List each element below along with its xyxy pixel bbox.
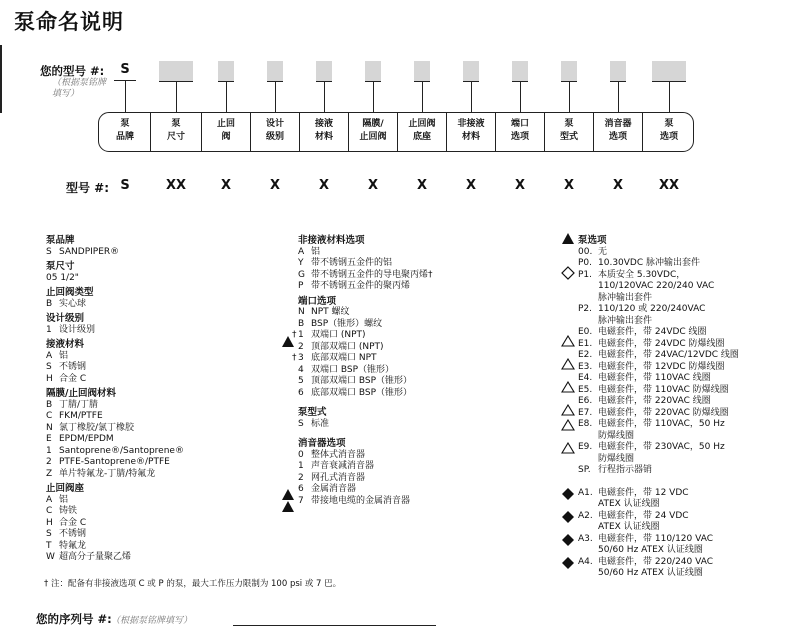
warning-triangle-outline-icon: [561, 381, 575, 393]
bar-divider: [593, 113, 594, 151]
model-code: X: [514, 178, 526, 193]
connector-line: [569, 81, 570, 112]
warning-triangle-outline-icon: [561, 335, 575, 347]
list-item: Y 带不锈钢五金件的铝: [298, 258, 393, 268]
list-item: 2 PTFE-Santoprene®/PTFE: [46, 457, 170, 467]
segment-design-level: 设计 级别: [265, 119, 284, 142]
connector-line: [176, 81, 177, 112]
model-code: S: [120, 178, 130, 193]
model-entry-box-size[interactable]: [159, 61, 193, 82]
model-code: X: [416, 178, 428, 193]
section-title: 消音器选项: [298, 438, 346, 449]
list-item: C FKM/PTFE: [46, 411, 103, 421]
list-item: 4 双端口 BSP（锥形）: [298, 364, 395, 375]
segment-pump-brand: 泵 品牌: [115, 119, 134, 142]
left-margin-bar: [0, 45, 2, 113]
options-column-1: [46, 232, 276, 564]
list-item: E6. 电磁套件，带 220VAC 线圈: [578, 396, 711, 406]
connector-line: [324, 81, 325, 112]
list-item: A 铝: [46, 350, 69, 361]
list-item: 脉冲输出套件: [598, 292, 653, 303]
model-code: X: [612, 178, 624, 193]
connector-line: [275, 81, 276, 112]
list-item: 6 金属消音器: [298, 484, 357, 494]
section-title: 接液材料: [46, 339, 85, 350]
model-entry-box-design[interactable]: [267, 61, 283, 82]
section-title: 泵选项: [578, 235, 607, 246]
diamond-filled-icon: [562, 488, 574, 500]
list-item: 50/60 Hz ATEX 认证线圈: [598, 568, 703, 578]
section-title: 设计级别: [46, 313, 85, 324]
list-item: † 1 双端口 (NPT): [292, 330, 366, 340]
segment-nonwetted: 非接液 材料: [457, 119, 485, 142]
model-entry-box-wetted[interactable]: [316, 61, 332, 82]
options-column-2: [292, 232, 528, 507]
list-item: B 丁腈/丁腈: [46, 399, 99, 410]
model-code: X: [269, 178, 281, 193]
connector-line: [422, 81, 423, 112]
list-item: 2 网孔式消音器: [298, 472, 366, 483]
bar-divider: [544, 113, 545, 151]
connector-line: [226, 81, 227, 112]
list-item: 防爆线圈: [598, 430, 635, 441]
bar-divider: [299, 113, 300, 151]
serial-number-note: （根据泵铭牌填写）: [111, 616, 193, 626]
list-item: 0 整体式消音器: [298, 449, 366, 460]
list-item: 00. 无: [578, 246, 608, 257]
warning-triangle-outline-icon: [561, 442, 575, 454]
list-item: 防爆线圈: [598, 453, 635, 464]
list-item: H 合金 C: [46, 517, 87, 528]
your-model-label: 您的型号 #:: [40, 64, 105, 78]
bar-divider: [150, 113, 151, 151]
diamond-filled-icon: [562, 557, 574, 569]
list-item: 1 声音衰减消音器: [298, 461, 375, 471]
model-code: X: [367, 178, 379, 193]
segment-pump-options: 泵 选项: [659, 119, 678, 142]
model-entry-box-seat[interactable]: [414, 61, 430, 82]
section-title: 止回阀座: [46, 483, 85, 494]
segment-muffler: 消音器 选项: [604, 119, 632, 142]
section-title: 隔膜/止回阀材料: [46, 388, 116, 399]
warning-triangle-icon: [282, 501, 294, 512]
model-code: X: [465, 178, 477, 193]
section-title: 端口选项: [298, 295, 337, 307]
section-title: 非接液材料选项: [298, 235, 365, 246]
list-item: C 铸铁: [46, 506, 78, 516]
list-item: E4. 电磁套件，带 110VAC 线圈: [578, 373, 711, 383]
segment-pump-style: 泵 型式: [559, 119, 578, 142]
segment-wetted-material: 接液 材料: [314, 119, 333, 142]
connector-line: [520, 81, 521, 112]
list-item: E5. 电磁套件，带 110VAC 防爆线圈: [578, 384, 729, 395]
model-entry-box-muffler[interactable]: [610, 61, 626, 82]
list-item: B 实心球: [46, 298, 87, 309]
warning-triangle-icon: [282, 489, 294, 500]
warning-triangle-outline-icon: [561, 358, 575, 370]
section-title: 泵尺寸: [46, 261, 75, 272]
model-entry-box-diaphragm[interactable]: [365, 61, 381, 82]
list-item: 05 1/2": [46, 272, 79, 283]
list-item: P2. 110/120 或 220/240VAC: [578, 304, 706, 314]
list-item: W 超高分子量聚乙烯: [46, 552, 132, 562]
model-entry-box-style[interactable]: [561, 61, 577, 82]
bar-divider: [348, 113, 349, 151]
list-item: Z 单片特氟龙-丁腈/特氟龙: [46, 468, 156, 479]
section-title: 泵型式: [298, 407, 327, 418]
list-item: N 氯丁橡胶/氯丁橡胶: [46, 422, 135, 433]
bar-divider: [250, 113, 251, 151]
model-entry-box-valve[interactable]: [218, 61, 234, 82]
model-code: XX: [658, 178, 680, 193]
list-item: 2 顶部双端口 (NPT): [298, 341, 384, 352]
segment-diaphragm: 隔膜/ 止回阀: [359, 119, 387, 142]
list-item: A2. 电磁套件，带 24 VDC: [578, 510, 689, 521]
list-item: E9. 电磁套件，带 230VAC，50 Hz: [578, 442, 725, 452]
segment-pump-size: 泵 尺寸: [166, 119, 185, 142]
list-item: A3. 电磁套件，带 110/120 VAC: [578, 533, 713, 544]
list-item: A 铝: [298, 246, 321, 257]
bar-divider: [201, 113, 202, 151]
list-item: ATEX 认证线圈: [598, 499, 660, 509]
bar-divider: [495, 113, 496, 151]
list-item: T 特氟龙: [46, 540, 87, 551]
list-item: E1. 电磁套件，带 24VDC 防爆线圈: [578, 338, 725, 349]
diamond-filled-icon: [562, 511, 574, 523]
bar-divider: [642, 113, 643, 151]
list-item: H 合金 C: [46, 373, 87, 384]
list-item: P 带不锈钢五金件的聚丙烯: [298, 281, 411, 291]
list-item: S 不锈钢: [46, 529, 87, 539]
list-item: 50/60 Hz ATEX 认证线圈: [598, 545, 703, 555]
segment-port-options: 端口 选项: [510, 119, 529, 142]
warning-triangle-outline-icon: [561, 419, 575, 431]
list-item: E7. 电磁套件，带 220VAC 防爆线圈: [578, 407, 729, 418]
list-item: ATEX 认证线圈: [598, 522, 660, 532]
model-number-label: 型号 #:: [66, 181, 110, 195]
list-item: N NPT 螺纹: [298, 307, 350, 317]
connector-line: [669, 81, 670, 112]
list-item: E2. 电磁套件，带 24VAC/12VDC 线圈: [578, 350, 739, 360]
warning-triangle-icon: [562, 233, 574, 244]
segment-valve-seat: 止回阀 底座: [408, 119, 436, 142]
section-title: 泵品牌: [46, 235, 75, 246]
list-item: A4. 电磁套件，带 220/240 VAC: [578, 556, 713, 567]
model-code: XX: [165, 178, 187, 193]
list-item: S 标准: [298, 418, 330, 429]
list-item: 1 Santoprene®/Santoprene®: [46, 445, 184, 456]
list-item: S 不锈钢: [46, 362, 87, 372]
your-model-note: （根据泵铭牌填写）: [52, 78, 107, 99]
model-entry-box-nonwetted[interactable]: [463, 61, 479, 82]
connector-line: [373, 81, 374, 112]
list-item: 110/120VAC 220/240 VAC: [598, 281, 715, 291]
list-item: 6 底部双端口 BSP（锥形）: [298, 387, 413, 398]
list-item: † 3 底部双端口 NPT: [292, 353, 377, 363]
list-item: 5 顶部双端口 BSP（锥形）: [298, 376, 413, 386]
list-item: E0. 电磁套件，带 24VDC 线圈: [578, 327, 707, 337]
model-entry-box-port[interactable]: [512, 61, 528, 82]
diamond-outline-icon: [561, 266, 575, 280]
connector-line: [471, 81, 472, 112]
diamond-filled-icon: [562, 534, 574, 546]
footnote: † 注：配备有非接液选项 C 或 P 的泵，最大工作压力限制为 100 psi 或 7 巴。: [44, 579, 342, 589]
warning-triangle-icon: [282, 336, 294, 347]
options-column-3: [578, 232, 788, 580]
list-item: B BSP（锥形）螺纹: [298, 318, 383, 329]
section-title: 止回阀类型: [46, 287, 94, 298]
page-title: 泵命名说明: [14, 10, 124, 34]
list-item: A1. 电磁套件，带 12 VDC: [578, 487, 689, 498]
list-item: 1 设计级别: [46, 324, 96, 335]
list-item: SP. 行程指示器销: [578, 465, 653, 475]
bar-divider: [397, 113, 398, 151]
bar-divider: [446, 113, 447, 151]
list-item: E3. 电磁套件，带 12VDC 防爆线圈: [578, 361, 725, 372]
list-item: 7 带接地电缆的金属消音器: [298, 495, 411, 506]
list-item: G 带不锈钢五金件的导电聚丙烯†: [298, 269, 433, 280]
warning-triangle-outline-icon: [561, 404, 575, 416]
list-item: 脉冲输出套件: [598, 315, 653, 326]
model-code: X: [563, 178, 575, 193]
list-item: E EPDM/EPDM: [46, 434, 114, 444]
segment-check-valve: 止回 阀: [216, 119, 235, 142]
list-item: E8. 电磁套件，带 110VAC，50 Hz: [578, 419, 725, 429]
model-code: X: [220, 178, 232, 193]
model-prefix-s: S: [120, 62, 130, 77]
serial-number-label: 您的序列号 #:: [36, 612, 112, 626]
list-item: P1. 本质安全 5.30VDC，: [578, 269, 686, 280]
model-entry-box-options[interactable]: [652, 61, 686, 82]
connector-line: [618, 81, 619, 112]
list-item: A 铝: [46, 494, 69, 505]
serial-number-input-line[interactable]: [233, 625, 436, 626]
list-item: P0. 10.30VDC 脉冲输出套件: [578, 258, 700, 268]
model-code: X: [318, 178, 330, 193]
list-item: S SANDPIPER®: [46, 246, 120, 257]
connector-line: [125, 81, 126, 112]
